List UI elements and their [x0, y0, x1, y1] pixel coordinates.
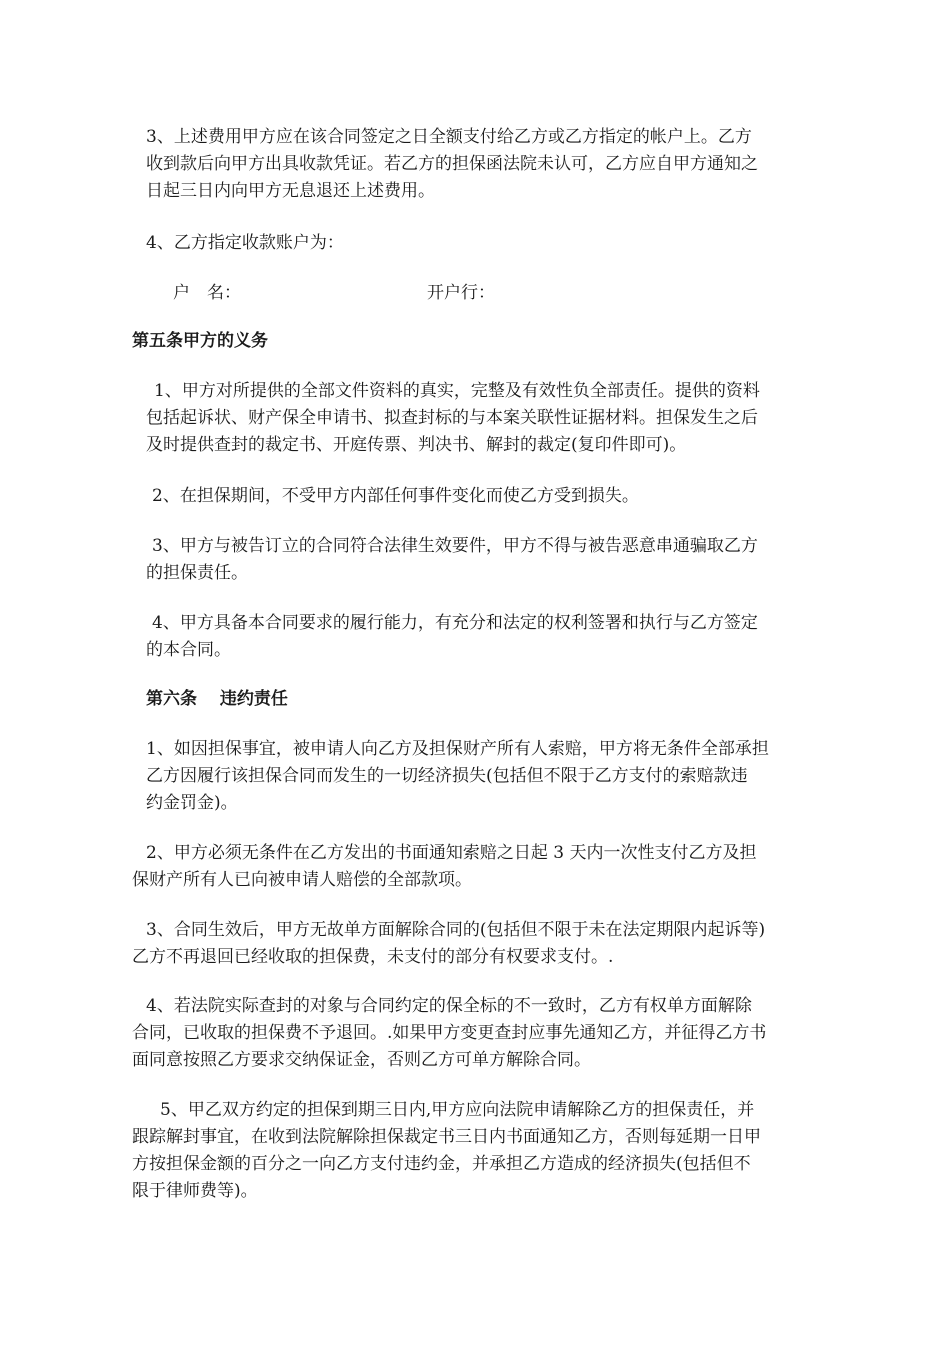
sec6-item5-line2: 跟踪解封事宜，在收到法院解除担保裁定书三日内书面通知乙方，否则每延期一日甲: [132, 1127, 761, 1147]
sec6-item2-line1: 2、甲方必须无条件在乙方发出的书面通知索赔之日起 3 天内一次性支付乙方及担: [146, 843, 757, 863]
sec4-item3-line1: 3、上述费用甲方应在该合同签定之日全额支付给乙方或乙方指定的帐户上。乙方: [146, 127, 752, 147]
sec6-item5-line4: 限于律师费等)。: [132, 1181, 258, 1201]
sec5-item4-line2: 的本合同。: [146, 640, 231, 660]
sec5-item4-line1: 4、甲方具备本合同要求的履行能力，有充分和法定的权利签署和执行与乙方签定: [152, 613, 758, 633]
sec5-item4: [146, 610, 758, 664]
sec4-item3-line2: 收到款后向甲方出具收款凭证。若乙方的担保函法院未认可，乙方应自甲方通知之: [146, 154, 758, 174]
sec6-item4-line2: 合同，已收取的担保费不予退回。.如果甲方变更查封应事先通知乙方，并征得乙方书: [132, 1023, 767, 1043]
sec6-item1: [132, 736, 769, 817]
sec4-item3: [146, 124, 758, 205]
sec5-item3: [146, 533, 758, 587]
sec6-item5: [132, 1097, 761, 1205]
sec6-heading: 第六条 违约责任: [146, 689, 288, 709]
sec5-heading: 第五条甲方的义务: [132, 331, 268, 351]
sec5-item1: [146, 378, 760, 459]
sec6-item2-line2: 保财产所有人已向被申请人赔偿的全部款项。: [132, 870, 472, 890]
sec5-item3-line1: 3、甲方与被告订立的合同符合法律生效要件，甲方不得与被告恶意串通骗取乙方: [152, 536, 758, 556]
sec4-item4: 4、乙方指定收款账户为：: [146, 233, 344, 253]
sec6-item4: [132, 993, 766, 1074]
sec6-item3: [132, 917, 765, 971]
sec6-item3-line2: 乙方不再退回已经收取的担保费，未支付的部分有权要求支付。.: [132, 947, 614, 967]
sec5-item2: 2、在担保期间，不受甲方内部任何事件变化而使乙方受到损失。: [152, 486, 639, 506]
account-line: [173, 280, 495, 307]
sec6-item1-line3: 约金罚金)。: [146, 793, 238, 813]
sec6-item1-line2: 乙方因履行该担保合同而发生的一切经济损失(包括但不限于乙方支付的索赔款违: [146, 766, 748, 786]
sec6-item5-line1: 5、甲乙双方约定的担保到期三日内,甲方应向法院申请解除乙方的担保责任，并: [160, 1100, 755, 1120]
sec5-item1-line3: 及时提供查封的裁定书、开庭传票、判决书、解封的裁定(复印件即可)。: [146, 435, 687, 455]
sec6-item4-line1: 4、若法院实际查封的对象与合同约定的保全标的不一致时，乙方有权单方面解除: [146, 996, 752, 1016]
sec6-item1-line1: 1、如因担保事宜，被申请人向乙方及担保财产所有人索赔，甲方将无条件全部承担: [146, 739, 769, 759]
sec6-item3-line1: 3、合同生效后，甲方无故单方面解除合同的(包括但不限于未在法定期限内起诉等): [146, 920, 766, 940]
sec6-item4-line3: 面同意按照乙方要求交纳保证金，否则乙方可单方解除合同。: [132, 1050, 591, 1070]
sec4-item3-line3: 日起三日内向甲方无息退还上述费用。: [146, 181, 435, 201]
account-name-label: 户 名：: [173, 283, 241, 303]
sec6-item5-line3: 方按担保金额的百分之一向乙方支付违约金，并承担乙方造成的经济损失(包括但不: [132, 1154, 751, 1174]
sec5-item3-line2: 的担保责任。: [146, 563, 248, 583]
bank-label: 开户行：: [427, 283, 495, 303]
sec5-item1-line2: 包括起诉状、财产保全申请书、拟查封标的与本案关联性证据材料。担保发生之后: [146, 408, 758, 428]
sec5-item1-line1: 1、甲方对所提供的全部文件资料的真实，完整及有效性负全部责任。提供的资料: [154, 381, 760, 401]
sec6-item2: [132, 840, 756, 894]
